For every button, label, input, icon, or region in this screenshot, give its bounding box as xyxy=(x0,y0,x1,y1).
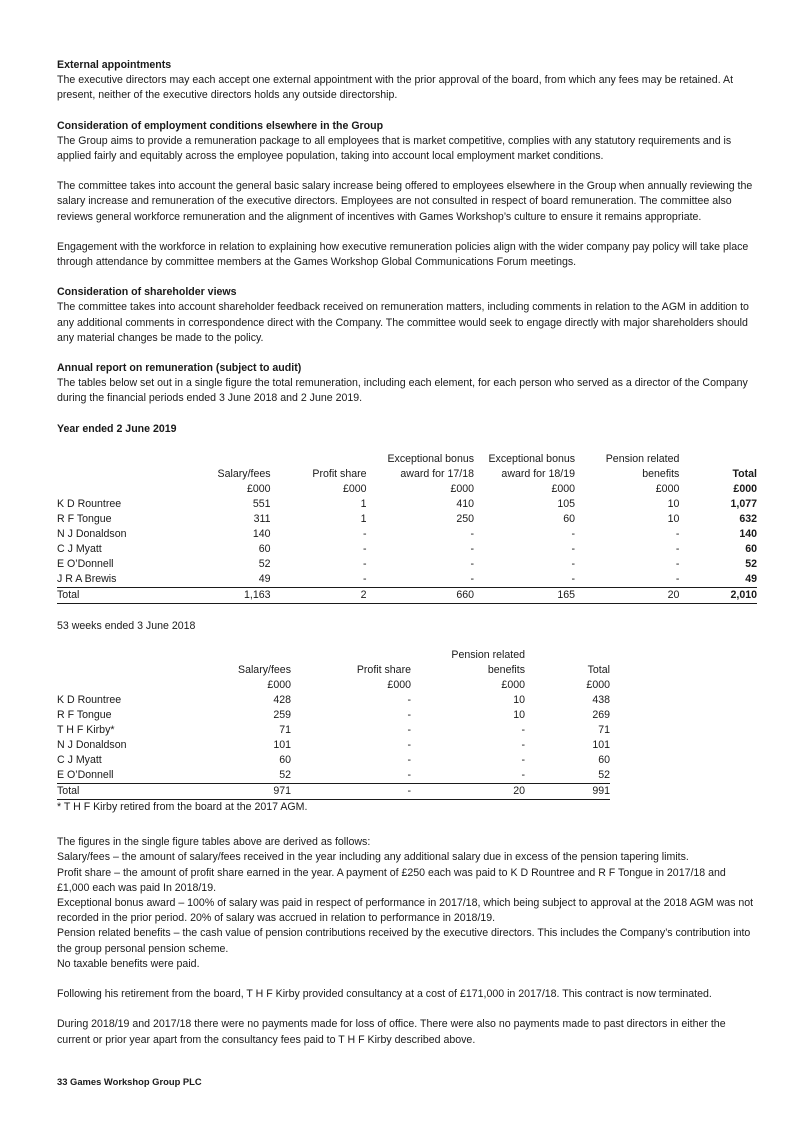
table-row xyxy=(57,738,610,753)
value-cell: - xyxy=(363,572,367,585)
value-cell: - xyxy=(521,724,525,737)
annual-report-body: The tables below set out in a single figure the total remuneration, including each element, for each person who served as a director of the Company during the financial periods ended 3 June 2018 and 2 June 2019. xyxy=(57,377,748,405)
value-cell: 259 xyxy=(273,709,291,722)
value-cell: 311 xyxy=(253,512,271,525)
kirby-consultancy-paragraph: Following his retirement from the board, T H F Kirby provided consultancy at a cost of £171,000 in 2017/18. This contract is now terminated. xyxy=(57,988,712,1001)
row-label-cell xyxy=(57,648,171,663)
value-cell: 1,077 xyxy=(730,497,757,510)
value-cell: 60 xyxy=(563,512,576,525)
value-cell: - xyxy=(291,784,411,800)
header-row-1 xyxy=(57,452,757,467)
value-cell: 1 xyxy=(360,497,367,510)
row-label-cell xyxy=(57,452,166,467)
note-taxable-benefits: No taxable benefits were paid. xyxy=(57,957,200,970)
value-cell: - xyxy=(675,527,680,540)
value-cell: 140 xyxy=(252,527,271,540)
total-row xyxy=(57,784,610,800)
value-cell: 428 xyxy=(273,694,291,707)
value-cell: 71 xyxy=(279,724,291,737)
row-label-cell: J R A Brewis xyxy=(57,572,117,585)
value-cell: £000 xyxy=(586,679,610,692)
row-label-cell: K D Rountree xyxy=(57,694,122,707)
external-appointments-heading: External appointments xyxy=(57,59,172,71)
table-row xyxy=(57,708,610,723)
value-cell: £000 xyxy=(655,482,680,495)
value-cell: - xyxy=(407,754,411,767)
value-cell xyxy=(525,648,610,663)
value-cell: - xyxy=(470,527,475,540)
value-cell: - xyxy=(571,527,576,540)
value-cell: 660 xyxy=(367,587,474,603)
note-exceptional-bonus: Exceptional bonus award – 100% of salary was paid in respect of performance in 2017/18, which being subject to approval at the 2018 AGM was not recorded in the prior period. 20% of salary was accrued in relation to performance in 2018/19. xyxy=(57,897,754,925)
value-cell: - xyxy=(407,739,411,752)
value-cell: 52 xyxy=(745,557,757,570)
notes-intro: The figures in the single figure tables above are derived as follows: xyxy=(57,836,371,849)
loss-of-office-paragraph: During 2018/19 and 2017/18 there were no payments made for loss of office. There were also no payments made to past directors in either the current or prior year apart from the consultancy fees paid to T H F Kirby described above. xyxy=(57,1018,726,1046)
table-row xyxy=(57,512,757,527)
row-label-cell: R F Tongue xyxy=(57,709,112,722)
table-row xyxy=(57,572,757,588)
value-cell: 991 xyxy=(525,784,610,800)
row-label-cell xyxy=(57,663,171,678)
row-label-cell: T H F Kirby* xyxy=(57,724,115,737)
value-cell: 52 xyxy=(258,557,271,570)
value-cell: 52 xyxy=(279,769,291,782)
header-row-1 xyxy=(57,648,610,663)
value-cell xyxy=(166,452,271,467)
value-cell: £000 xyxy=(733,482,757,495)
row-label-cell xyxy=(57,678,171,693)
value-cell: 1,163 xyxy=(166,587,271,603)
value-cell: - xyxy=(470,572,475,585)
note-profit-share: Profit share – the amount of profit share earned in the year. A payment of £250 each was paid to K D Rountree and R F Tongue in 2017/18 and £1,000 each was paid In 2018/19. xyxy=(57,866,726,894)
value-cell: Salary/fees xyxy=(238,664,291,677)
value-cell: - xyxy=(571,542,576,555)
value-cell: 10 xyxy=(667,512,680,525)
value-cell: - xyxy=(675,572,680,585)
value-cell: benefits xyxy=(487,664,525,677)
value-cell: - xyxy=(363,557,367,570)
value-cell: 52 xyxy=(598,769,610,782)
value-cell: - xyxy=(675,542,680,555)
value-cell: - xyxy=(675,557,680,570)
shareholder-views-heading: Consideration of shareholder views xyxy=(57,286,237,299)
value-cell: - xyxy=(470,542,475,555)
value-cell xyxy=(271,452,367,467)
value-cell xyxy=(171,648,291,663)
employment-conditions-section xyxy=(57,119,757,271)
value-cell: 20 xyxy=(575,587,679,603)
table-2019-title: Year ended 2 June 2019 xyxy=(57,422,177,435)
row-label-cell: C J Myatt xyxy=(57,754,102,767)
value-cell: Total xyxy=(587,664,610,677)
annual-report-heading: Annual report on remuneration (subject to audit) xyxy=(57,362,302,375)
value-cell: 10 xyxy=(513,709,525,722)
table-row xyxy=(57,768,610,784)
row-label-cell xyxy=(57,482,166,497)
row-label-cell: E O’Donnell xyxy=(57,769,114,782)
value-cell: - xyxy=(470,557,475,570)
value-cell: £000 xyxy=(342,482,367,495)
value-cell: 2,010 xyxy=(679,587,757,603)
value-cell: 165 xyxy=(474,587,575,603)
value-cell: 101 xyxy=(592,739,610,752)
value-cell: 1 xyxy=(360,512,367,525)
value-cell: - xyxy=(407,694,411,707)
value-cell: Profit share xyxy=(312,467,367,480)
value-cell: Profit share xyxy=(356,664,411,677)
employment-conditions-heading: Consideration of employment conditions elsewhere in the Group xyxy=(57,119,384,132)
value-cell: 140 xyxy=(739,527,757,540)
header-row-2 xyxy=(57,663,610,678)
value-cell: - xyxy=(521,739,525,752)
value-cell: Total xyxy=(732,467,757,480)
value-cell: 60 xyxy=(279,754,291,767)
note-pension: Pension related benefits – the cash value of pension contributions received by the executive directors. This includes the Company’s contribution into the group personal pension scheme. xyxy=(57,927,751,955)
value-cell: 250 xyxy=(456,512,475,525)
value-cell: award for 17/18 xyxy=(400,467,475,480)
document-page xyxy=(57,58,757,1063)
value-cell: 105 xyxy=(557,497,576,510)
value-cell: - xyxy=(571,557,576,570)
value-cell: £000 xyxy=(267,679,291,692)
shareholder-views-section xyxy=(57,285,757,346)
table-2018-body xyxy=(57,648,610,800)
note-salary: Salary/fees – the amount of salary/fees received in the year including any additional salary due in excess of the pension tapering limits. xyxy=(57,851,689,864)
header-row-3 xyxy=(57,678,610,693)
value-cell: 71 xyxy=(598,724,610,737)
row-label-cell: E O’Donnell xyxy=(57,557,114,570)
value-cell: - xyxy=(407,709,411,722)
header-row-3 xyxy=(57,482,757,497)
total-row xyxy=(57,587,757,603)
value-cell: 101 xyxy=(273,739,291,752)
value-cell: 49 xyxy=(258,572,271,585)
remuneration-table-2018 xyxy=(57,648,757,800)
external-appointments-body: The executive directors may each accept one external appointment with the prior approval of the board, from which any fees may be retained. At present, neither of the executive directors holds any outside directorship. xyxy=(57,74,734,102)
row-label-cell: N J Donaldson xyxy=(57,739,127,752)
value-cell: 269 xyxy=(592,709,610,722)
table-row xyxy=(57,542,757,557)
value-cell: - xyxy=(363,542,367,555)
value-cell: - xyxy=(521,754,525,767)
value-cell: 971 xyxy=(171,784,291,800)
value-cell: - xyxy=(407,769,411,782)
value-cell xyxy=(679,452,757,467)
row-label-cell: C J Myatt xyxy=(57,542,102,555)
table-row xyxy=(57,557,757,572)
value-cell: 10 xyxy=(667,497,680,510)
value-cell: benefits xyxy=(642,467,680,480)
value-cell: 410 xyxy=(456,497,475,510)
value-cell: 438 xyxy=(592,694,610,707)
value-cell: 60 xyxy=(258,542,271,555)
value-cell: 60 xyxy=(598,754,610,767)
row-label-cell: N J Donaldson xyxy=(57,527,127,540)
value-cell xyxy=(291,648,411,663)
row-label-cell xyxy=(57,467,166,482)
value-cell: - xyxy=(407,724,411,737)
value-cell: £000 xyxy=(246,482,271,495)
value-cell: £000 xyxy=(387,679,411,692)
header-row-2 xyxy=(57,467,757,482)
value-cell: - xyxy=(363,527,367,540)
employment-conditions-paragraph-1: The Group aims to provide a remuneration package to all employees that is market competitive, complies with any statutory requirements and is applied fairly and equitably across the employee population, taking into account local employment market conditions. xyxy=(57,134,732,163)
value-cell: Salary/fees xyxy=(217,467,271,480)
external-appointments-section xyxy=(57,58,757,104)
value-cell: 632 xyxy=(739,512,757,525)
value-cell: £000 xyxy=(501,679,525,692)
page-footer: 33 Games Workshop Group PLC xyxy=(57,1076,202,1087)
value-cell: Pension related xyxy=(451,649,525,662)
value-cell: 60 xyxy=(745,542,757,555)
value-cell: 551 xyxy=(252,497,271,510)
table-2018-title: 53 weeks ended 3 June 2018 xyxy=(57,619,196,632)
value-cell: Exceptional bonus xyxy=(387,452,475,465)
table-row xyxy=(57,723,610,738)
value-cell: award for 18/19 xyxy=(501,467,576,480)
table-row xyxy=(57,753,610,768)
table-2018-footnote: * T H F Kirby retired from the board at the 2017 AGM. xyxy=(57,801,308,814)
row-label-cell: K D Rountree xyxy=(57,497,122,510)
value-cell: 2 xyxy=(271,587,367,603)
row-label-cell: Total xyxy=(57,587,166,603)
value-cell: Exceptional bonus xyxy=(488,452,576,465)
row-label-cell: R F Tongue xyxy=(57,512,112,525)
value-cell: 20 xyxy=(411,784,525,800)
value-cell: - xyxy=(521,769,525,782)
employment-conditions-paragraph-2: The committee takes into account the general basic salary increase being offered to employees elsewhere in the Group when annually reviewing the salary increase and remuneration of the executive directors. Employees are not consulted in respect of board remuneration. The committee also reviews general workforce remuneration and the alignment of incentives with Games Workshop’s culture to ensure it remains appropriate. xyxy=(57,180,753,223)
row-label-cell: Total xyxy=(57,784,171,800)
value-cell: £000 xyxy=(551,482,576,495)
table-row xyxy=(57,693,610,708)
remuneration-table-2019 xyxy=(57,452,757,604)
value-cell: Pension related xyxy=(605,452,680,465)
table-2019-body xyxy=(57,452,757,604)
table-row xyxy=(57,527,757,542)
employment-conditions-paragraph-3: Engagement with the workforce in relation to explaining how executive remuneration policies align with the wider company pay policy will take place through attendance by committee members at the Games Workshop Global Communications Forum meetings. xyxy=(57,240,749,269)
value-cell: 10 xyxy=(513,694,525,707)
value-cell: - xyxy=(571,572,576,585)
value-cell: £000 xyxy=(450,482,475,495)
shareholder-views-body: The committee takes into account shareholder feedback received on remuneration matters, including comments in relation to the AGM in addition to any additional comments in correspondence direct with the Company. The committee would seek to engage directly with major shareholders should any material changes be made to the policy. xyxy=(57,301,749,344)
value-cell: 49 xyxy=(745,572,757,585)
notes-section xyxy=(57,835,757,972)
annual-report-section xyxy=(57,361,757,407)
table-row xyxy=(57,497,757,512)
